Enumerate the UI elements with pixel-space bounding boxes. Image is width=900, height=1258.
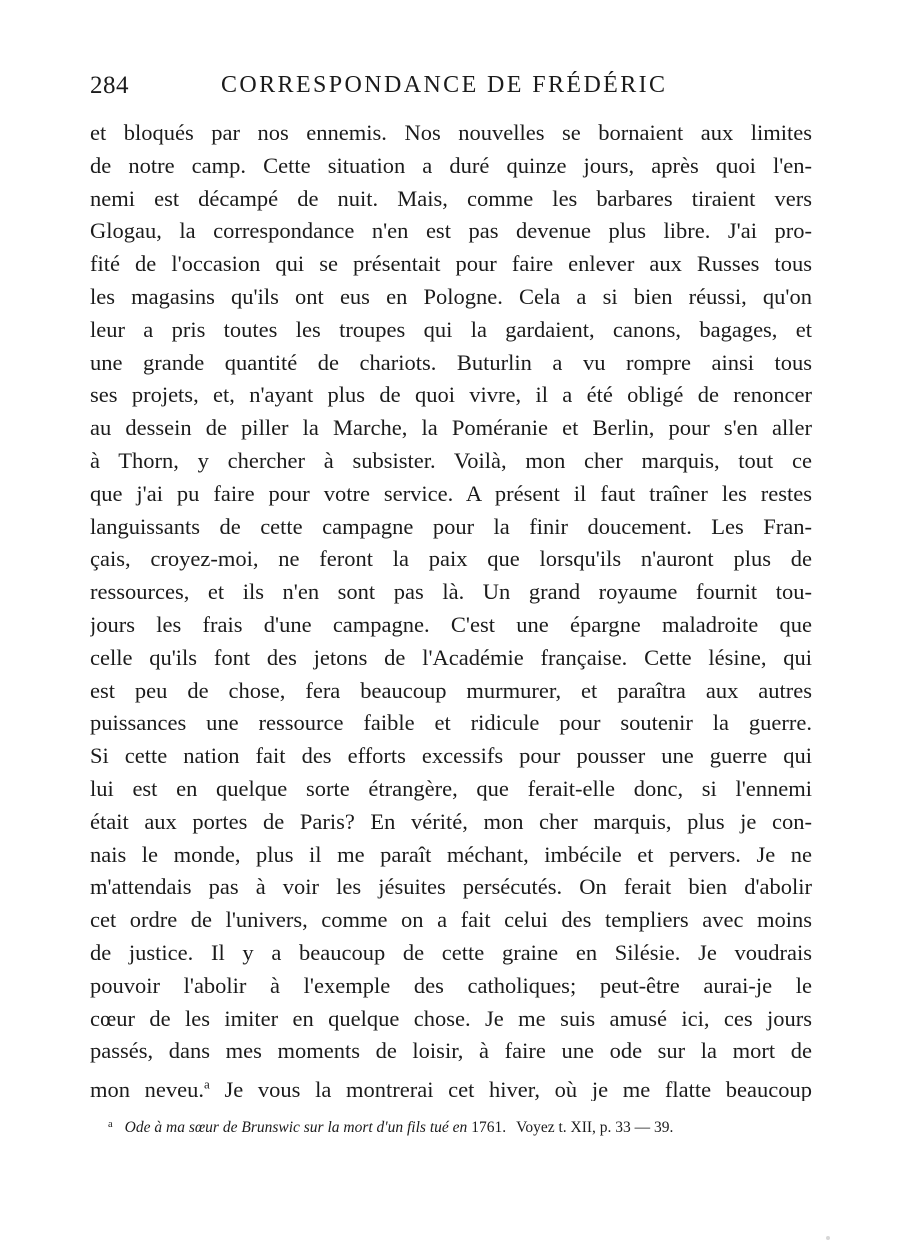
text-line: leur a pris toutes les troupes qui la gardaient, canons, bagages, et	[90, 316, 812, 342]
text-line: à Thorn, y chercher à subsister. Voilà, mon cher marquis, tout ce	[90, 447, 812, 473]
text-line: jours les frais d'une campagne. C'est une épargne maladroite que	[90, 611, 812, 637]
last-line-start: mon neveu.	[90, 1076, 205, 1101]
text-line: les magasins qu'ils ont eus en Pologne. Cela a si bien réussi, qu'on	[90, 283, 812, 309]
text-line: Glogau, la correspondance n'en est pas devenue plus libre. J'ai pro-	[90, 218, 812, 244]
running-title: CORRESPONDANCE DE FRÉDÉRIC	[221, 72, 668, 98]
text-line-last	[90, 1068, 812, 1101]
text-line: lui est en quelque sorte étrangère, que ferait-elle donc, si l'ennemi	[90, 775, 812, 801]
text-line: est peu de chose, fera beaucoup murmurer, et paraîtra aux autres	[90, 677, 812, 703]
text-line: puissances une ressource faible et ridicule pour soutenir la guerre.	[90, 710, 812, 736]
text-line: au dessein de piller la Marche, la Poméranie et Berlin, pour s'en aller	[90, 415, 812, 441]
paper-speck	[826, 1236, 830, 1240]
text-line: pouvoir l'abolir à l'exemple des catholiques; peut-être aurai-je le	[90, 972, 812, 998]
text-line: m'attendais pas à voir les jésuites persécutés. On ferait bien d'abolir	[90, 874, 812, 900]
text-line: çais, croyez-moi, ne feront la paix que lorsqu'ils n'auront plus de	[90, 546, 812, 572]
text-line: cœur de les imiter en quelque chose. Je me suis amusé ici, ces jours	[90, 1005, 812, 1031]
text-line: ses projets, et, n'ayant plus de quoi vivre, il a été obligé de renoncer	[90, 382, 812, 408]
footnote	[108, 1114, 808, 1139]
text-line: cet ordre de l'univers, comme on a fait celui des templiers avec moins	[90, 907, 812, 933]
text-line: nais le monde, plus il me paraît méchant, imbécile et pervers. Je ne	[90, 841, 812, 867]
page-header	[90, 72, 812, 108]
text-line: de notre camp. Cette situation a duré quinze jours, après quoi l'en-	[90, 152, 812, 178]
text-line: ressources, et ils n'en sont pas là. Un grand royaume fournit tou-	[90, 579, 812, 605]
last-line-end: Je vous la montrerai cet hiver, où je me flatte beaucoup	[209, 1076, 812, 1101]
footnote-year: 1761.	[471, 1119, 507, 1136]
text-line: que j'ai pu faire pour votre service. A présent il faut traîner les restes	[90, 480, 812, 506]
text-line: passés, dans mes moments de loisir, à faire une ode sur la mort de	[90, 1038, 812, 1064]
text-line: languissants de cette campagne pour la finir doucement. Les Fran-	[90, 513, 812, 539]
text-line: nemi est décampé de nuit. Mais, comme les barbares tiraient vers	[90, 185, 812, 211]
text-line: et bloqués par nos ennemis. Nos nouvelles se bornaient aux limites	[90, 120, 812, 145]
footnote-title: Ode à ma sœur de Brunswic sur la mort d'un fils tué en	[124, 1119, 468, 1136]
text-line: était aux portes de Paris? En vérité, mon cher marquis, plus je con-	[90, 808, 812, 834]
text-line: fité de l'occasion qui se présentait pour faire enlever aux Russes tous	[90, 251, 812, 277]
text-line: celle qu'ils font des jetons de l'Académie française. Cette lésine, qui	[90, 644, 812, 670]
text-line: de justice. Il y a beaucoup de cette graine en Silésie. Je voudrais	[90, 939, 812, 965]
footnote-reference-mark: a	[204, 1076, 210, 1092]
text-line: une grande quantité de chariots. Buturlin a vu rompre ainsi tous	[90, 349, 812, 375]
footnote-mark: a	[108, 1119, 113, 1130]
footnote-reference: Voyez t. XII, p. 33 — 39.	[516, 1119, 674, 1136]
letter-body	[90, 117, 812, 1101]
text-line: Si cette nation fait des efforts excessifs pour pousser une guerre qui	[90, 743, 812, 769]
page-number: 284	[90, 72, 129, 99]
